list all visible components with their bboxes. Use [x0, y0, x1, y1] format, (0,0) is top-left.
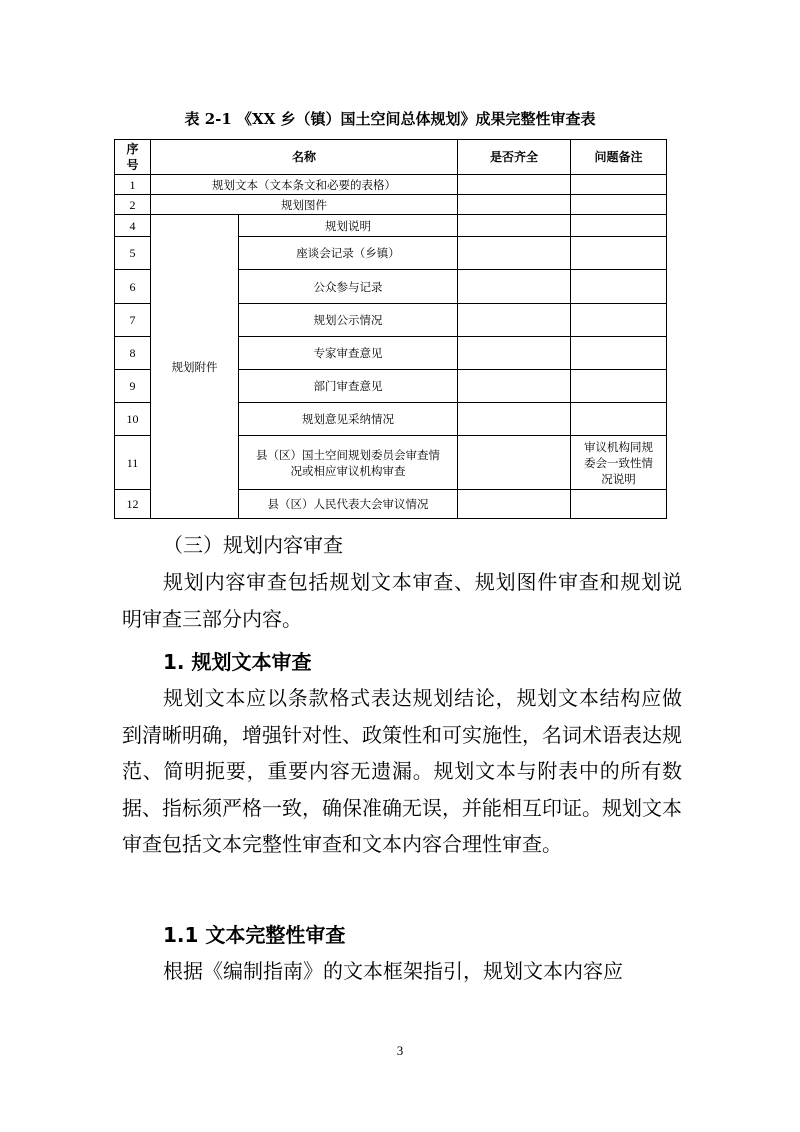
row-remark: [571, 175, 667, 195]
row-remark: [571, 237, 667, 270]
row-number: 6: [115, 270, 151, 304]
subsection-body-paragraph: 规划文本应以条款格式表达规划结论，规划文本结构应做到清晰明确，增强针对性、政策性和可实施性，名词术语表达规范、简明扼要，重要内容无遗漏。规划文本与附表中的所有数据、指标须严格一致，确保准确无误，并能相互印证。规划文本审查包括文本完整性审查和文本内容合理性审查。: [122, 686, 682, 856]
row-number: 5: [115, 237, 151, 270]
row-complete: [458, 215, 571, 237]
row-remark: [571, 195, 667, 215]
subsection-title: 1. 规划文本审查: [163, 650, 312, 674]
page-number: 3: [396, 1043, 404, 1058]
header-remarks: 问题备注: [571, 140, 667, 175]
section-heading: （三）规划内容审查: [163, 533, 343, 557]
row-complete: [458, 370, 571, 403]
row-complete: [458, 237, 571, 270]
table-row: [115, 195, 667, 215]
row-remark: [571, 215, 667, 237]
row-number: 2: [115, 195, 151, 215]
row-remark: [571, 270, 667, 304]
row-complete: [458, 175, 571, 195]
row-complete: [458, 436, 571, 490]
table-header-row: [115, 140, 667, 175]
row-number: 9: [115, 370, 151, 403]
row-name: 公众参与记录: [239, 270, 458, 304]
row-name: 规划公示情况: [239, 304, 458, 337]
subsubsection-body-paragraph: 根据《编制指南》的文本框架指引，规划文本内容应: [163, 959, 623, 983]
row-complete: [458, 304, 571, 337]
row-remark: [571, 304, 667, 337]
row-name: 专家审查意见: [239, 337, 458, 370]
row-number: 7: [115, 304, 151, 337]
row-remark: [571, 403, 667, 436]
row-name: 县（区）人民代表大会审议情况: [239, 490, 458, 519]
row-complete: [458, 337, 571, 370]
row-complete: [458, 195, 571, 215]
row-complete: [458, 270, 571, 304]
row-name: 规划意见采纳情况: [239, 403, 458, 436]
row-number: 8: [115, 337, 151, 370]
row-name: 县（区）国土空间规划委员会审查情况或相应审议机构审查: [239, 436, 458, 490]
subsubsection-title: 1.1 文本完整性审查: [163, 923, 346, 947]
row-remark: [571, 370, 667, 403]
table-row: [115, 215, 667, 237]
header-complete: 是否齐全: [458, 140, 571, 175]
row-name: 规划文本（文本条文和必要的表格）: [151, 175, 458, 195]
row-number: 1: [115, 175, 151, 195]
row-number: 11: [115, 436, 151, 490]
row-number: 10: [115, 403, 151, 436]
row-name: 座谈会记录（乡镇）: [239, 237, 458, 270]
row-name: 规划说明: [239, 215, 458, 237]
table-caption: 表 2-1 《XX 乡（镇）国土空间总体规划》成果完整性审查表: [184, 110, 596, 128]
group-label-attachments: 规划附件: [151, 215, 239, 519]
table-row: [115, 175, 667, 195]
row-remark: [571, 490, 667, 519]
row-remark: [571, 337, 667, 370]
header-name: 名称: [151, 140, 458, 175]
completeness-review-table: [114, 139, 667, 519]
row-complete: [458, 403, 571, 436]
section-intro-paragraph: 规划内容审查包括规划文本审查、规划图件审查和规划说明审查三部分内容。: [122, 570, 682, 631]
row-complete: [458, 490, 571, 519]
row-number: 4: [115, 215, 151, 237]
row-number: 12: [115, 490, 151, 519]
row-name: 规划图件: [151, 195, 458, 215]
row-name: 部门审查意见: [239, 370, 458, 403]
header-seq: 序 号: [115, 140, 151, 175]
row-remark: 审议机构同规委会一致性情况说明: [571, 436, 667, 490]
